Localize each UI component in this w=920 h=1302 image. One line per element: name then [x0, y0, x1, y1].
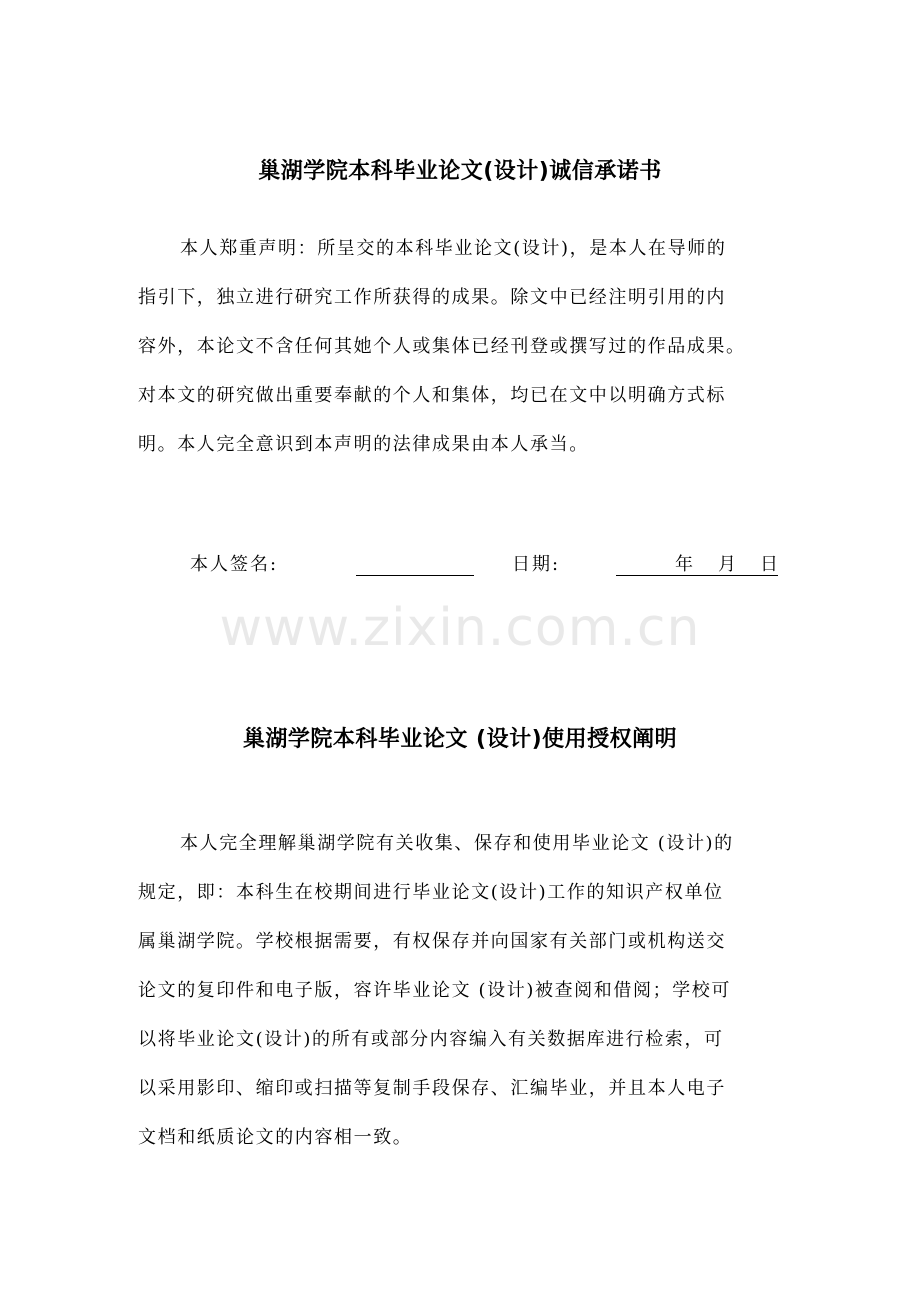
- date-day-unit: 日: [760, 554, 778, 575]
- watermark: www.zixin.com.cn: [219, 598, 701, 658]
- signature-name-label: 本人签名:: [190, 554, 279, 575]
- signature-date-blank[interactable]: [616, 575, 778, 576]
- integrity-pledge-title: 巢湖学院本科毕业论文(设计)诚信承诺书: [258, 159, 662, 184]
- pledge-line-4: 对本文的研究做出重要奉献的个人和集体，均已在文中以明确方式标: [138, 385, 726, 406]
- authorization-line-6: 以采用影印、缩印或扫描等复制手段保存、汇编毕业，并且本人电子: [138, 1078, 726, 1099]
- authorization-line-4: 论文的复印件和电子版，容许毕业论文 (设计)被查阅和借阅；学校可: [138, 980, 731, 1001]
- authorization-line-2: 规定，即：本科生在校期间进行毕业论文(设计)工作的知识产权单位: [138, 882, 724, 903]
- pledge-line-1: 本人郑重声明：所呈交的本科毕业论文(设计)，是本人在导师的: [180, 238, 727, 259]
- authorization-line-5: 以将毕业论文(设计)的所有或部分内容编入有关数据库进行检索，可: [138, 1029, 724, 1050]
- authorization-line-7: 文档和纸质论文的内容相一致。: [138, 1127, 413, 1148]
- pledge-line-2: 指引下，独立进行研究工作所获得的成果。除文中已经注明引用的内: [138, 287, 726, 308]
- date-year-unit: 年: [675, 554, 693, 575]
- authorization-line-1: 本人完全理解巢湖学院有关收集、保存和使用毕业论文 (设计)的: [180, 833, 734, 854]
- pledge-line-3: 容外，本论文不含任何其她个人或集体已经刊登或撰写过的作品成果。: [138, 336, 746, 357]
- authorization-line-3: 属巢湖学院。学校根据需要，有权保存并向国家有关部门或机构送交: [138, 931, 726, 952]
- signature-name-blank[interactable]: [356, 575, 474, 576]
- signature-date-label: 日期:: [512, 554, 561, 575]
- authorization-title: 巢湖学院本科毕业论文 (设计)使用授权阐明: [242, 727, 678, 752]
- date-month-unit: 月: [718, 554, 736, 575]
- pledge-line-5: 明。本人完全意识到本声明的法律成果由本人承当。: [138, 434, 589, 455]
